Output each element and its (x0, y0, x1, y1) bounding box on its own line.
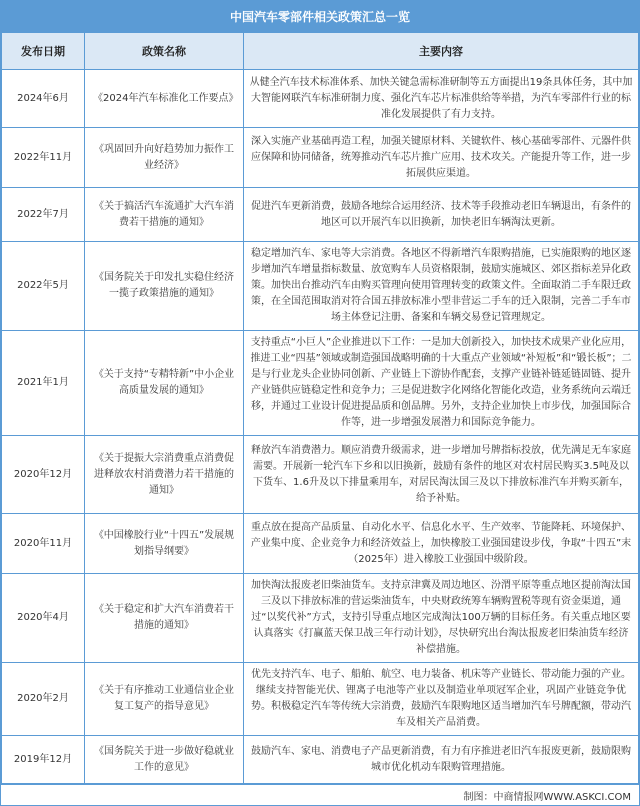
policy-name-cell: 《关于支持“专精特新”中小企业高质量发展的通知》 (85, 331, 244, 436)
date-cell: 2024年6月 (2, 70, 85, 128)
policy-table (1, 33, 639, 784)
header-date: 发布日期 (2, 33, 85, 70)
content-cell: 稳定增加汽车、家电等大宗消费。各地区不得新增汽车限购措施，已实施限购的地区逐步增加汽车增量指标数量、放宽购车人员资格限制，鼓励实施城区、郊区指标差异化政策。加快出台推动汽车由购买管理向使用管理转变的政策文件。全面取消二手车限迁政策，在全国范围取消对符合国五排放标准小型非营运二手车的迁入限制，完善二手车市场主体登记注册、备案和车辆交易登记管理规定。 (244, 242, 639, 331)
table-row (2, 663, 639, 736)
content-cell: 重点放在提高产品质量、自动化水平、信息化水平、生产效率、节能降耗、环境保护、产业集中度、企业竞争力和经济效益上，加快橡胶工业强国建设步伐，争取“十四五”末（2025年）进入橡胶工业强国中级阶段。 (244, 514, 639, 574)
table-row (2, 188, 639, 242)
policy-name-cell: 《关于提振大宗消费重点消费促进释放农村消费潜力若干措施的通知》 (85, 436, 244, 514)
table-row (2, 331, 639, 436)
date-cell: 2020年12月 (2, 436, 85, 514)
content-cell: 释放汽车消费潜力。顺应消费升级需求，进一步增加号牌指标投放，优先满足无车家庭需要。开展新一轮汽车下乡和以旧换新，鼓励有条件的地区对农村居民购买3.5吨及以下货车、1.6升及以下排量乘用车，对居民淘汰国三及以下排放标准汽车并购买新车，给予补贴。 (244, 436, 639, 514)
date-cell: 2021年1月 (2, 331, 85, 436)
date-cell: 2022年11月 (2, 128, 85, 188)
content-cell: 深入实施产业基础再造工程，加强关键原材料、关键软件、核心基础零部件、元器件供应保障和协同储备，统筹推动汽车芯片推广应用、技术攻关。产能提升等工作，进一步拓展供应渠道。 (244, 128, 639, 188)
date-cell: 2022年7月 (2, 188, 85, 242)
date-cell: 2020年2月 (2, 663, 85, 736)
content-cell: 支持重点“小巨人”企业推进以下工作：一是加大创新投入，加快技术成果产业化应用，推进工业“四基”领域或制造强国战略明确的十大重点产业领域“补短板”和“锻长板”；二是与行业龙头企业协同创新、产业链上下游协作配套，支撑产业链补链延链固链、提升产业链供应链稳定性和竞争力；三是促进数字化网络化智能化改造，业务系统向云端迁移，并通过工业设计促进提品质和创品牌。另外，支持企业加快上市步伐，加强国际合作等，进一步增强发展潜力和国际竞争能力。 (244, 331, 639, 436)
policy-name-cell: 《关于有序推动工业通信业企业复工复产的指导意见》 (85, 663, 244, 736)
header-content: 主要内容 (244, 33, 639, 70)
date-cell: 2020年11月 (2, 514, 85, 574)
table-row (2, 514, 639, 574)
policy-name-cell: 《关于稳定和扩大汽车消费若干措施的通知》 (85, 574, 244, 663)
content-cell: 加快淘汰报废老旧柴油货车。支持京津冀及周边地区、汾渭平原等重点地区提前淘汰国三及以下排放标准的营运柴油货车，中央财政统筹车辆购置税等现有资金渠道，通过“以奖代补”方式，支持引导重点地区完成淘汰100万辆的目标任务。有关重点地区要认真落实《打赢蓝天保卫战三年行动计划》，尽快研究出台淘汰报废老旧柴油货车经济补偿措施。 (244, 574, 639, 663)
policy-name-cell: 《国务院关于印发扎实稳住经济一揽子政策措施的通知》 (85, 242, 244, 331)
header-policy-name: 政策名称 (85, 33, 244, 70)
source-footer: 制图：中商情报网WWW.ASKCI.COM (1, 784, 639, 805)
policy-name-cell: 《巩固回升向好趋势加力振作工业经济》 (85, 128, 244, 188)
table-row (2, 736, 639, 784)
table-row (2, 574, 639, 663)
table-row (2, 128, 639, 188)
table-title: 中国汽车零部件相关政策汇总一览 (1, 0, 639, 33)
date-cell: 2019年12月 (2, 736, 85, 784)
content-cell: 鼓励汽车、家电、消费电子产品更新消费，有力有序推进老旧汽车报废更新，鼓励限购城市优化机动车限购管理措施。 (244, 736, 639, 784)
content-cell: 优先支持汽车、电子、船舶、航空、电力装备、机床等产业链长、带动能力强的产业。继续支持智能光伏、锂离子电池等产业以及制造业单项冠军企业，巩固产业链竞争优势。积极稳定汽车等传统大宗消费，鼓励汽车限购地区适当增加汽车号牌配额，带动汽车及相关产品消费。 (244, 663, 639, 736)
content-cell: 从健全汽车技术标准体系、加快关键急需标准研制等五方面提出19条具体任务，其中加大智能网联汽车标准研制力度、强化汽车芯片标准供给等举措，为汽车零部件行业的标准化发展提供了有力支持。 (244, 70, 639, 128)
date-cell: 2022年5月 (2, 242, 85, 331)
date-cell: 2020年4月 (2, 574, 85, 663)
table-row (2, 242, 639, 331)
policy-name-cell: 《中国橡胶行业“十四五”发展规划指导纲要》 (85, 514, 244, 574)
content-cell: 促进汽车更新消费，鼓励各地综合运用经济、技术等手段推动老旧车辆退出，有条件的地区可以开展汽车以旧换新，加快老旧车辆淘汰更新。 (244, 188, 639, 242)
policy-name-cell: 《国务院关于进一步做好稳就业工作的意见》 (85, 736, 244, 784)
policy-name-cell: 《关于搞活汽车流通扩大汽车消费若干措施的通知》 (85, 188, 244, 242)
policy-name-cell: 《2024年汽车标准化工作要点》 (85, 70, 244, 128)
header-row (2, 33, 639, 70)
table-row (2, 70, 639, 128)
table-row (2, 436, 639, 514)
